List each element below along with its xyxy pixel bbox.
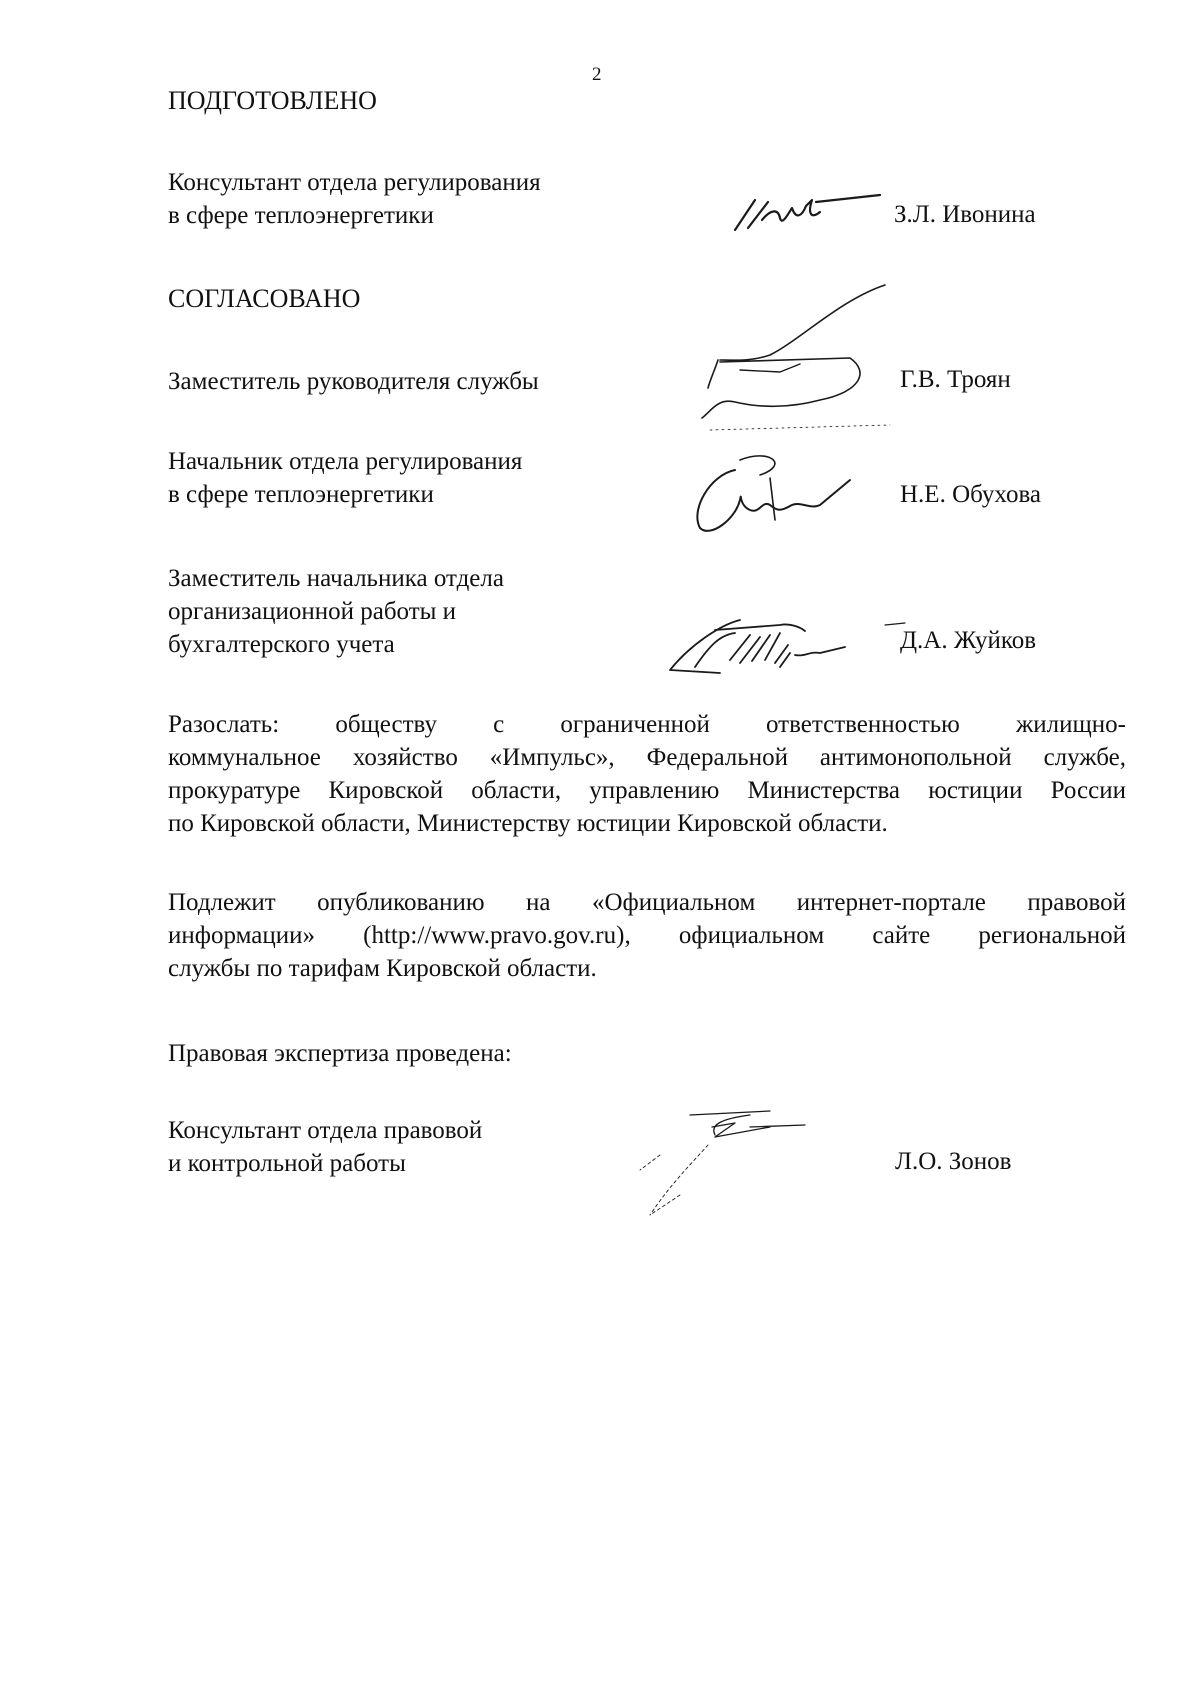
distribution-paragraph xyxy=(168,708,1126,840)
page-number: 2 xyxy=(592,64,602,85)
agreed-heading: СОГЛАСОВАНО xyxy=(168,284,361,313)
signature-ivonina xyxy=(730,190,890,240)
role-line: Консультант отдела правовой xyxy=(168,1117,483,1144)
signature-obukhova xyxy=(680,450,860,540)
publication-line: информации» (http://www.pravo.gov.ru), официальном сайте региональной xyxy=(168,922,1126,949)
publication-line: Подлежит опубликованию на «Официальном интернет-портале правовой xyxy=(168,889,1126,916)
role-line: Заместитель начальника отдела xyxy=(168,565,504,592)
role-line: в сфере теплоэнергетики xyxy=(168,481,434,508)
legal-review-signer-role xyxy=(168,1114,482,1180)
prepared-signer-name: З.Л. Ивонина xyxy=(894,201,1036,228)
distribution-line: Разослать: обществу с ограниченной ответственностью жилищно- xyxy=(168,711,1126,738)
role-line: и контрольной работы xyxy=(168,1150,406,1177)
agreed-signer-role xyxy=(168,445,522,511)
publication-line: службы по тарифам Кировской области. xyxy=(168,955,597,982)
signature-zonov xyxy=(620,1105,820,1225)
prepared-heading: ПОДГОТОВЛЕНО xyxy=(168,86,377,115)
role-line: Заместитель руководителя службы xyxy=(168,368,539,395)
role-line: Консультант отдела регулирования xyxy=(168,169,541,196)
role-line: в сфере теплоэнергетики xyxy=(168,202,434,229)
publication-paragraph xyxy=(168,886,1126,985)
role-line: бухгалтерского учета xyxy=(168,631,395,658)
signature-zhuikov xyxy=(660,605,910,685)
legal-review-heading: Правовая экспертиза проведена: xyxy=(168,1040,512,1067)
agreed-signer-role xyxy=(168,365,539,398)
legal-review-signer-name: Л.О. Зонов xyxy=(895,1148,1012,1175)
agreed-signer-name: Г.В. Троян xyxy=(900,366,1011,393)
distribution-line: по Кировской области, Министерству юстиции Кировской области. xyxy=(168,810,888,837)
role-line: организационной работы и xyxy=(168,598,457,625)
agreed-signer-name: Н.Е. Обухова xyxy=(900,481,1042,508)
prepared-signer-role xyxy=(168,166,541,232)
distribution-line: коммунальное хозяйство «Импульс», Федеральной антимонопольной службе, xyxy=(168,744,1126,771)
agreed-signer-name: Д.А. Жуйков xyxy=(900,627,1037,654)
role-line: Начальник отдела регулирования xyxy=(168,448,523,475)
agreed-signer-role xyxy=(168,562,504,661)
signature-troyan xyxy=(690,280,900,440)
distribution-line: прокуратуре Кировской области, управлению Министерства юстиции России xyxy=(168,777,1126,804)
